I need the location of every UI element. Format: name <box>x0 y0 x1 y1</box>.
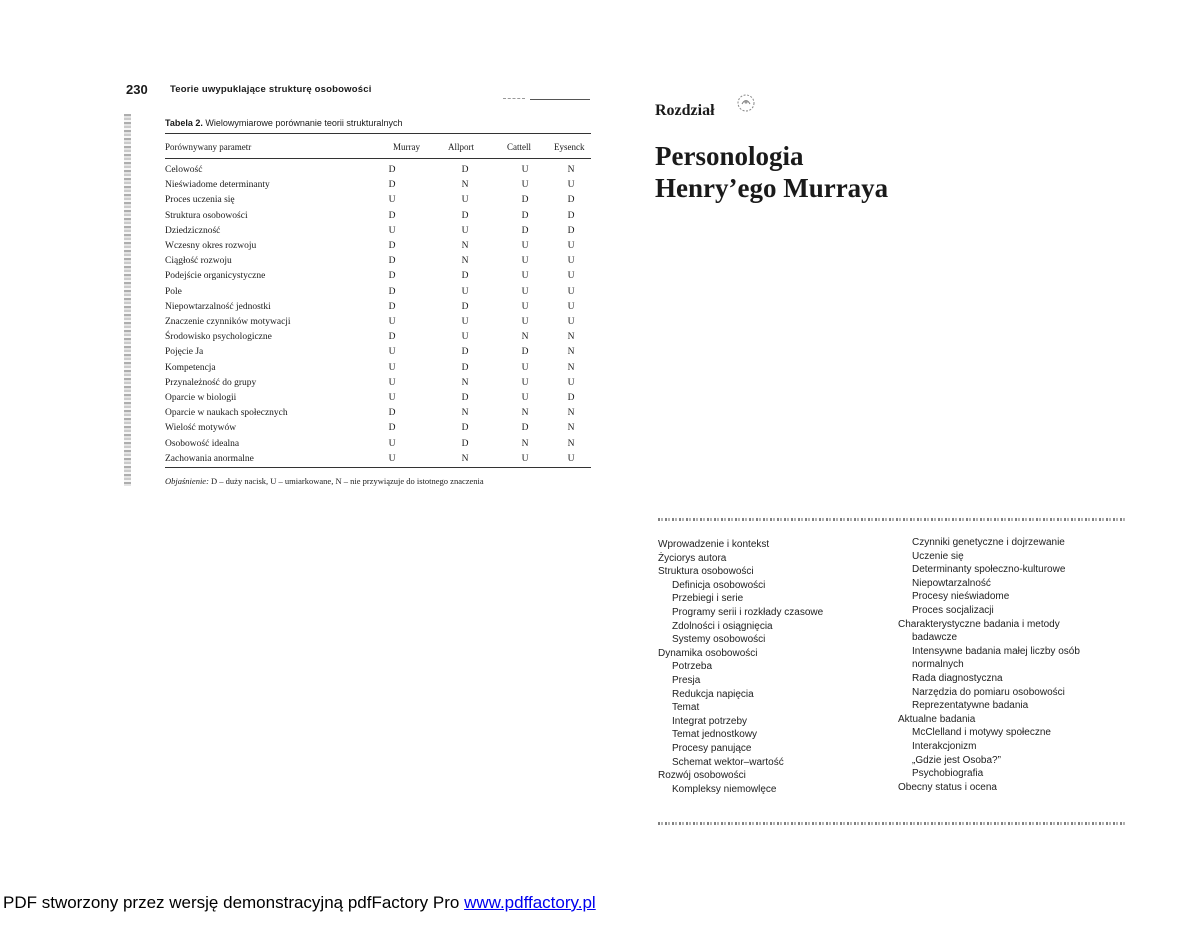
table-cell: D <box>567 393 575 403</box>
table-row-label: Przynależność do grupy <box>165 377 257 388</box>
table-cell: U <box>388 438 396 449</box>
chapter-title <box>655 140 888 204</box>
toc-entry: Zdolności i osiągnięcia <box>672 620 773 632</box>
table-cell: U <box>521 362 529 373</box>
table-cell: N <box>567 423 575 434</box>
table-caption: Wielowymiarowe porównanie teorii strukturalnych <box>205 118 403 128</box>
toc-entry: Kompleksy niemowlęce <box>672 783 777 795</box>
table-header-cell: Eysenck <box>554 142 585 152</box>
table-cell: U <box>521 377 529 388</box>
table-cell: D <box>521 347 529 358</box>
table-row <box>165 211 591 226</box>
table-row-label: Oparcie w naukach społecznych <box>165 408 288 419</box>
table-cell: N <box>461 241 469 251</box>
table-cell: D <box>388 210 396 221</box>
toc-entry: Intensywne badania małej liczby osób <box>912 645 1080 657</box>
table-cell: D <box>521 195 529 206</box>
table-cell: N <box>461 408 469 419</box>
header-rule <box>530 99 590 100</box>
toc-entry: Temat <box>672 702 700 714</box>
table-cell: U <box>388 347 396 358</box>
table-cell: D <box>461 271 469 282</box>
page-number: 230 <box>126 82 148 97</box>
table-cell: U <box>388 453 396 464</box>
table-cell: D <box>388 165 396 175</box>
table-cell: D <box>521 225 529 236</box>
toc-entry: McClelland i motywy społeczne <box>912 727 1051 739</box>
table-row <box>165 423 591 438</box>
toc-entry: Redukcja napięcia <box>672 688 754 700</box>
toc-bottom-rule <box>658 822 1126 825</box>
table-cell: D <box>461 165 469 175</box>
table-row <box>165 347 591 362</box>
table-row <box>165 332 591 347</box>
table-row-label: Osobowość idealna <box>165 438 240 449</box>
table-cell: U <box>461 317 469 327</box>
table-row <box>165 408 591 423</box>
table-cell: U <box>567 271 575 282</box>
table-cell: D <box>521 423 529 434</box>
table-cell: D <box>388 301 396 312</box>
table-cell: U <box>567 317 575 327</box>
table-row <box>165 226 591 241</box>
toc-entry: Niepowtarzalność <box>912 577 991 589</box>
table-cell: U <box>567 180 575 191</box>
toc-entry: Psychobiografia <box>912 768 984 780</box>
toc-entry: Uczenie się <box>912 550 964 562</box>
toc-entry: Rada diagnostyczna <box>912 672 1003 684</box>
table-header-cell: Cattell <box>507 142 531 152</box>
table-cell: N <box>461 377 469 388</box>
toc-entry: Definicja osobowości <box>672 579 766 591</box>
table-row-label: Niepowtarzalność jednostki <box>165 301 271 312</box>
table-row-label: Struktura osobowości <box>165 210 248 221</box>
table-cell: N <box>521 332 529 343</box>
table-cell: D <box>388 286 396 297</box>
table-row-label: Znaczenie czynników motywacji <box>165 317 291 327</box>
toc-entry: Aktualne badania <box>898 713 976 725</box>
table-cell: U <box>521 165 529 175</box>
table-bottom-rule <box>165 467 591 468</box>
table-row <box>165 287 591 302</box>
table-cell: U <box>521 317 529 327</box>
toc-entry: Przebiegi i serie <box>672 593 744 605</box>
table-row <box>165 439 591 454</box>
toc-entry: Potrzeba <box>672 661 713 673</box>
table-cell: N <box>461 256 469 267</box>
pdffactory-link[interactable]: www.pdffactory.pl <box>464 893 596 912</box>
table-top-rule <box>165 133 591 134</box>
table-cell: U <box>461 225 469 236</box>
table-cell: U <box>461 332 469 343</box>
table-row-label: Podejście organicystyczne <box>165 271 266 282</box>
table-cell: U <box>567 377 575 388</box>
table-row <box>165 317 591 332</box>
footnote-label: Objaśnienie: <box>165 476 209 486</box>
table-cell: N <box>567 347 575 358</box>
toc-entry: normalnych <box>912 659 964 671</box>
table-cell: U <box>461 286 469 297</box>
table-cell: N <box>521 438 529 449</box>
running-head: Teorie uwypuklające strukturę osobowości <box>170 84 372 95</box>
table-cell: U <box>521 271 529 282</box>
toc-entry: Systemy osobowości <box>672 634 766 646</box>
table-cell: U <box>388 377 396 388</box>
table-cell: D <box>461 438 469 449</box>
toc-entry: Procesy nieświadome <box>912 591 1010 603</box>
table-cell: U <box>388 225 396 236</box>
table-row-label: Proces uczenia się <box>165 195 235 206</box>
table-row-label: Wczesny okres rozwoju <box>165 241 257 251</box>
toc-entry: Charakterystyczne badania i metody <box>898 618 1060 630</box>
table-cell: U <box>567 301 575 312</box>
toc-entry: Rozwój osobowości <box>658 770 746 782</box>
table-cell: U <box>461 195 469 206</box>
toc-entry: Interakcjonizm <box>912 740 977 752</box>
toc-entry: Programy serii i rozkłady czasowe <box>672 606 824 618</box>
table-row-label: Kompetencja <box>165 362 216 373</box>
toc-entry: Obecny status i ocena <box>898 781 997 793</box>
table-cell: D <box>567 195 575 206</box>
table-cell: N <box>567 332 575 343</box>
toc-entry: Presja <box>672 674 701 686</box>
table-cell: U <box>521 301 529 312</box>
toc-entry: Integrat potrzeby <box>672 715 748 727</box>
toc-entry: Proces socjalizacji <box>912 604 994 616</box>
table-row-label: Wielość motywów <box>165 423 237 434</box>
table-cell: U <box>521 180 529 191</box>
footer-text: PDF stworzony przez wersję demonstracyjną pdfFactory Pro <box>3 893 460 912</box>
table-cell: U <box>567 453 575 464</box>
table-row <box>165 302 591 317</box>
toc-entry: Struktura osobowości <box>658 566 754 578</box>
table-row <box>165 256 591 271</box>
table-cell: D <box>388 241 396 251</box>
table-row <box>165 363 591 378</box>
chapter-label: Rozdział <box>655 102 715 119</box>
table-row-label: Pole <box>165 286 182 297</box>
table-cell: U <box>388 362 396 373</box>
toc-entry: Determinanty społeczno-kulturowe <box>912 564 1066 576</box>
table-title <box>165 118 402 128</box>
table-cell: U <box>567 256 575 267</box>
toc-entry: Narzędzia do pomiaru osobowości <box>912 686 1065 698</box>
table-cell: D <box>567 210 575 221</box>
header-rule-dots <box>503 98 525 99</box>
toc-entry: Schemat wektor–wartość <box>672 756 784 768</box>
table-cell: U <box>521 286 529 297</box>
toc-left-column <box>658 538 823 796</box>
table-cell: D <box>521 210 529 221</box>
toc-entry: Reprezentatywne badania <box>912 700 1029 712</box>
table-cell: N <box>567 165 575 175</box>
table-row-label: Nieświadome determinanty <box>165 180 270 191</box>
table-cell: U <box>521 256 529 267</box>
chapter-title-line: Henry’ego Murraya <box>655 173 889 203</box>
table-header-cell: Porównywany parametr <box>165 142 252 152</box>
table-cell: D <box>461 362 469 373</box>
table-row-label: Zachowania anormalne <box>165 453 254 464</box>
table-header-rule <box>165 158 591 159</box>
table-cell: D <box>461 210 469 221</box>
table-cell: D <box>388 256 396 267</box>
table-row-label: Środowisko psychologiczne <box>165 332 272 343</box>
page-edge-scan-artifact <box>124 114 131 486</box>
table-cell: D <box>461 393 469 403</box>
table-cell: D <box>567 225 575 236</box>
footnote-text: D – duży nacisk, U – umiarkowane, N – nie przywiązuje do istotnego znaczenia <box>211 476 484 486</box>
table-row <box>165 195 591 210</box>
table-cell: U <box>521 453 529 464</box>
table-row-label: Pojęcie Ja <box>165 347 204 358</box>
table-cell: D <box>461 423 469 434</box>
toc-entry: „Gdzie jest Osoba?” <box>912 754 1001 766</box>
table-row <box>165 180 591 195</box>
toc-entry: Wprowadzenie i kontekst <box>658 539 770 550</box>
toc-entry: Dynamika osobowości <box>658 647 758 659</box>
table-row-label: Ciągłość rozwoju <box>165 256 232 267</box>
table-cell: N <box>461 180 469 191</box>
table-footnote <box>165 476 484 486</box>
toc-entry: Czynniki genetyczne i dojrzewanie <box>912 537 1065 548</box>
table-label: Tabela 2. <box>165 118 203 128</box>
table-cell: U <box>388 393 396 403</box>
table-row-label: Celowość <box>165 165 203 175</box>
toc-right-column <box>898 536 1080 794</box>
table-cell: D <box>461 347 469 358</box>
table-cell: D <box>388 271 396 282</box>
table-row <box>165 165 591 180</box>
table-cell: N <box>567 408 575 419</box>
table-cell: D <box>388 408 396 419</box>
table-cell: N <box>567 362 575 373</box>
chapter-ornament-icon <box>734 91 758 115</box>
chapter-title-line: Personologia <box>655 141 804 171</box>
table-row <box>165 378 591 393</box>
toc-top-rule <box>658 518 1126 521</box>
table-row-label: Dziedziczność <box>165 225 221 236</box>
table-cell: U <box>388 195 396 206</box>
table-cell: D <box>388 332 396 343</box>
table-header-row <box>165 142 591 156</box>
table-cell: N <box>521 408 529 419</box>
table-cell: D <box>461 301 469 312</box>
table-cell: U <box>567 286 575 297</box>
toc-entry: Procesy panujące <box>672 742 752 754</box>
table-row-label: Oparcie w biologii <box>165 393 237 403</box>
toc-entry: badawcze <box>912 632 958 644</box>
toc-entry: Temat jednostkowy <box>672 729 758 741</box>
table-row <box>165 393 591 408</box>
table-cell: N <box>567 438 575 449</box>
pdf-watermark-footer <box>3 893 596 913</box>
toc-entry: Życiorys autora <box>658 552 727 564</box>
table-cell: U <box>567 241 575 251</box>
table-header-cell: Allport <box>448 142 474 152</box>
table-cell: U <box>521 241 529 251</box>
table-row <box>165 271 591 286</box>
table-cell: N <box>461 453 469 464</box>
table-header-cell: Murray <box>393 142 420 152</box>
table-cell: U <box>521 393 529 403</box>
table-cell: U <box>388 317 396 327</box>
table-row <box>165 241 591 256</box>
table-cell: D <box>388 180 396 191</box>
table-cell: D <box>388 423 396 434</box>
